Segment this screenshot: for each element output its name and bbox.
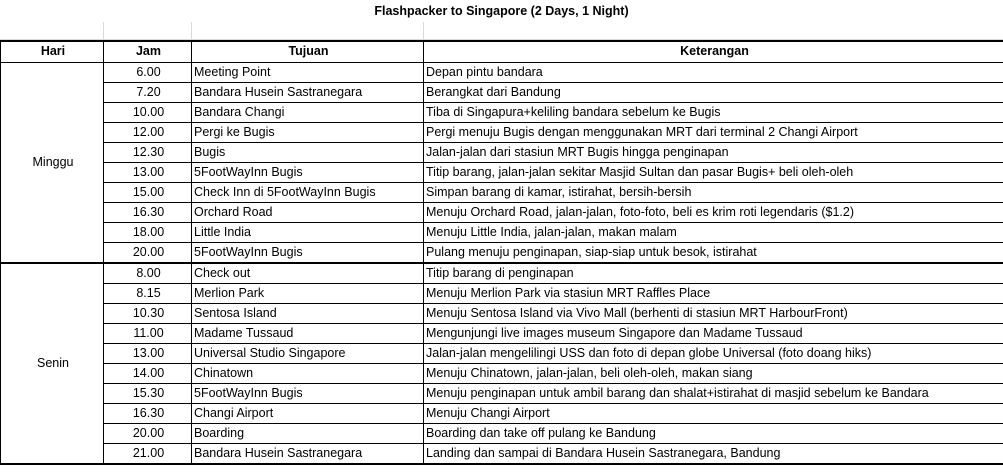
keterangan-cell[interactable]: Menuju Little India, jalan-jalan, makan malam bbox=[424, 222, 1003, 242]
table-row bbox=[1, 142, 1003, 162]
table-row bbox=[1, 182, 1003, 202]
tujuan-cell[interactable]: Universal Studio Singapore bbox=[192, 343, 424, 363]
table-row bbox=[1, 202, 1003, 222]
jam-cell[interactable]: 8.15 bbox=[104, 283, 192, 303]
table-row bbox=[1, 82, 1003, 102]
table-row bbox=[1, 102, 1003, 122]
table-row bbox=[1, 222, 1003, 242]
jam-cell[interactable]: 20.00 bbox=[104, 242, 192, 263]
header-row bbox=[1, 41, 1003, 62]
grid-divider bbox=[103, 22, 104, 40]
table-row bbox=[1, 323, 1003, 343]
table-row bbox=[1, 242, 1003, 263]
jam-cell[interactable]: 7.20 bbox=[104, 82, 192, 102]
keterangan-cell[interactable]: Berangkat dari Bandung bbox=[424, 82, 1003, 102]
tujuan-cell[interactable]: Sentosa Island bbox=[192, 303, 424, 323]
jam-cell[interactable]: 16.30 bbox=[104, 202, 192, 222]
jam-cell[interactable]: 11.00 bbox=[104, 323, 192, 343]
jam-cell[interactable]: 8.00 bbox=[104, 263, 192, 284]
keterangan-cell[interactable]: Titip barang, jalan-jalan sekitar Masjid Sultan dan pasar Bugis+ beli oleh-oleh bbox=[424, 162, 1003, 182]
jam-cell[interactable]: 12.30 bbox=[104, 142, 192, 162]
jam-cell[interactable]: 12.00 bbox=[104, 122, 192, 142]
keterangan-cell[interactable]: Menuju Orchard Road, jalan-jalan, foto-foto, beli es krim roti legendaris ($1.2) bbox=[424, 202, 1003, 222]
keterangan-cell[interactable]: Jalan-jalan mengelilingi USS dan foto di depan globe Universal (foto doang hiks) bbox=[424, 343, 1003, 363]
jam-cell[interactable]: 6.00 bbox=[104, 62, 192, 82]
tujuan-cell[interactable]: 5FootWayInn Bugis bbox=[192, 162, 424, 182]
tujuan-cell[interactable]: Meeting Point bbox=[192, 62, 424, 82]
table-row bbox=[1, 283, 1003, 303]
tujuan-cell[interactable]: Bugis bbox=[192, 142, 424, 162]
jam-cell[interactable]: 18.00 bbox=[104, 222, 192, 242]
table-row bbox=[1, 263, 1003, 284]
keterangan-cell[interactable]: Titip barang di penginapan bbox=[424, 263, 1003, 284]
empty-grid-row bbox=[0, 22, 1003, 40]
table-row bbox=[1, 122, 1003, 142]
keterangan-cell[interactable]: Pulang menuju penginapan, siap-siap untuk besok, istirahat bbox=[424, 242, 1003, 263]
header-tujuan[interactable]: Tujuan bbox=[192, 41, 424, 62]
table-row bbox=[1, 162, 1003, 182]
grid-divider bbox=[191, 22, 192, 40]
sheet-title: Flashpacker to Singapore (2 Days, 1 Night) bbox=[374, 4, 629, 18]
jam-cell[interactable]: 14.00 bbox=[104, 363, 192, 383]
tujuan-cell[interactable]: 5FootWayInn Bugis bbox=[192, 242, 424, 263]
table-row bbox=[1, 363, 1003, 383]
keterangan-cell[interactable]: Mengunjungi live images museum Singapore dan Madame Tussaud bbox=[424, 323, 1003, 343]
day-cell[interactable]: Senin bbox=[1, 263, 104, 464]
keterangan-cell[interactable]: Menuju Sentosa Island via Vivo Mall (berhenti di stasiun MRT HarbourFront) bbox=[424, 303, 1003, 323]
tujuan-cell[interactable]: Check out bbox=[192, 263, 424, 284]
tujuan-cell[interactable]: Check Inn di 5FootWayInn Bugis bbox=[192, 182, 424, 202]
jam-cell[interactable]: 16.30 bbox=[104, 403, 192, 423]
tujuan-cell[interactable]: Boarding bbox=[192, 423, 424, 443]
keterangan-cell[interactable]: Simpan barang di kamar, istirahat, bersih-bersih bbox=[424, 182, 1003, 202]
tujuan-cell[interactable]: Chinatown bbox=[192, 363, 424, 383]
jam-cell[interactable]: 15.00 bbox=[104, 182, 192, 202]
table-row bbox=[1, 423, 1003, 443]
jam-cell[interactable]: 10.30 bbox=[104, 303, 192, 323]
keterangan-cell[interactable]: Menuju Merlion Park via stasiun MRT Raffles Place bbox=[424, 283, 1003, 303]
header-hari[interactable]: Hari bbox=[1, 41, 104, 62]
itinerary-body bbox=[1, 62, 1003, 463]
jam-cell[interactable]: 21.00 bbox=[104, 443, 192, 463]
itinerary-table bbox=[0, 40, 1003, 464]
tujuan-cell[interactable]: Madame Tussaud bbox=[192, 323, 424, 343]
jam-cell[interactable]: 10.00 bbox=[104, 102, 192, 122]
tujuan-cell[interactable]: Bandara Husein Sastranegara bbox=[192, 443, 424, 463]
tujuan-cell[interactable]: Pergi ke Bugis bbox=[192, 122, 424, 142]
header-keterangan[interactable]: Keterangan bbox=[424, 41, 1003, 62]
jam-cell[interactable]: 13.00 bbox=[104, 343, 192, 363]
day-cell[interactable]: Minggu bbox=[1, 62, 104, 263]
keterangan-cell[interactable]: Landing dan sampai di Bandara Husein Sastranegara, Bandung bbox=[424, 443, 1003, 463]
tujuan-cell[interactable]: Changi Airport bbox=[192, 403, 424, 423]
keterangan-cell[interactable]: Pergi menuju Bugis dengan menggunakan MRT dari terminal 2 Changi Airport bbox=[424, 122, 1003, 142]
keterangan-cell[interactable]: Menuju Chinatown, jalan-jalan, beli oleh-oleh, makan siang bbox=[424, 363, 1003, 383]
table-bottom-border bbox=[0, 463, 1003, 465]
jam-cell[interactable]: 13.00 bbox=[104, 162, 192, 182]
keterangan-cell[interactable]: Depan pintu bandara bbox=[424, 62, 1003, 82]
keterangan-cell[interactable]: Tiba di Singapura+keliling bandara sebelum ke Bugis bbox=[424, 102, 1003, 122]
table-row bbox=[1, 383, 1003, 403]
tujuan-cell[interactable]: Bandara Husein Sastranegara bbox=[192, 82, 424, 102]
keterangan-cell[interactable]: Menuju penginapan untuk ambil barang dan shalat+istirahat di masjid sebelum ke Bandara bbox=[424, 383, 1003, 403]
header-jam[interactable]: Jam bbox=[104, 41, 192, 62]
table-row bbox=[1, 443, 1003, 463]
tujuan-cell[interactable]: Bandara Changi bbox=[192, 102, 424, 122]
tujuan-cell[interactable]: Little India bbox=[192, 222, 424, 242]
table-row bbox=[1, 303, 1003, 323]
table-row bbox=[1, 62, 1003, 82]
keterangan-cell[interactable]: Boarding dan take off pulang ke Bandung bbox=[424, 423, 1003, 443]
keterangan-cell[interactable]: Jalan-jalan dari stasiun MRT Bugis hingga penginapan bbox=[424, 142, 1003, 162]
table-row bbox=[1, 403, 1003, 423]
keterangan-cell[interactable]: Menuju Changi Airport bbox=[424, 403, 1003, 423]
jam-cell[interactable]: 20.00 bbox=[104, 423, 192, 443]
tujuan-cell[interactable]: Orchard Road bbox=[192, 202, 424, 222]
grid-divider bbox=[423, 22, 424, 40]
tujuan-cell[interactable]: Merlion Park bbox=[192, 283, 424, 303]
tujuan-cell[interactable]: 5FootWayInn Bugis bbox=[192, 383, 424, 403]
table-row bbox=[1, 343, 1003, 363]
jam-cell[interactable]: 15.30 bbox=[104, 383, 192, 403]
